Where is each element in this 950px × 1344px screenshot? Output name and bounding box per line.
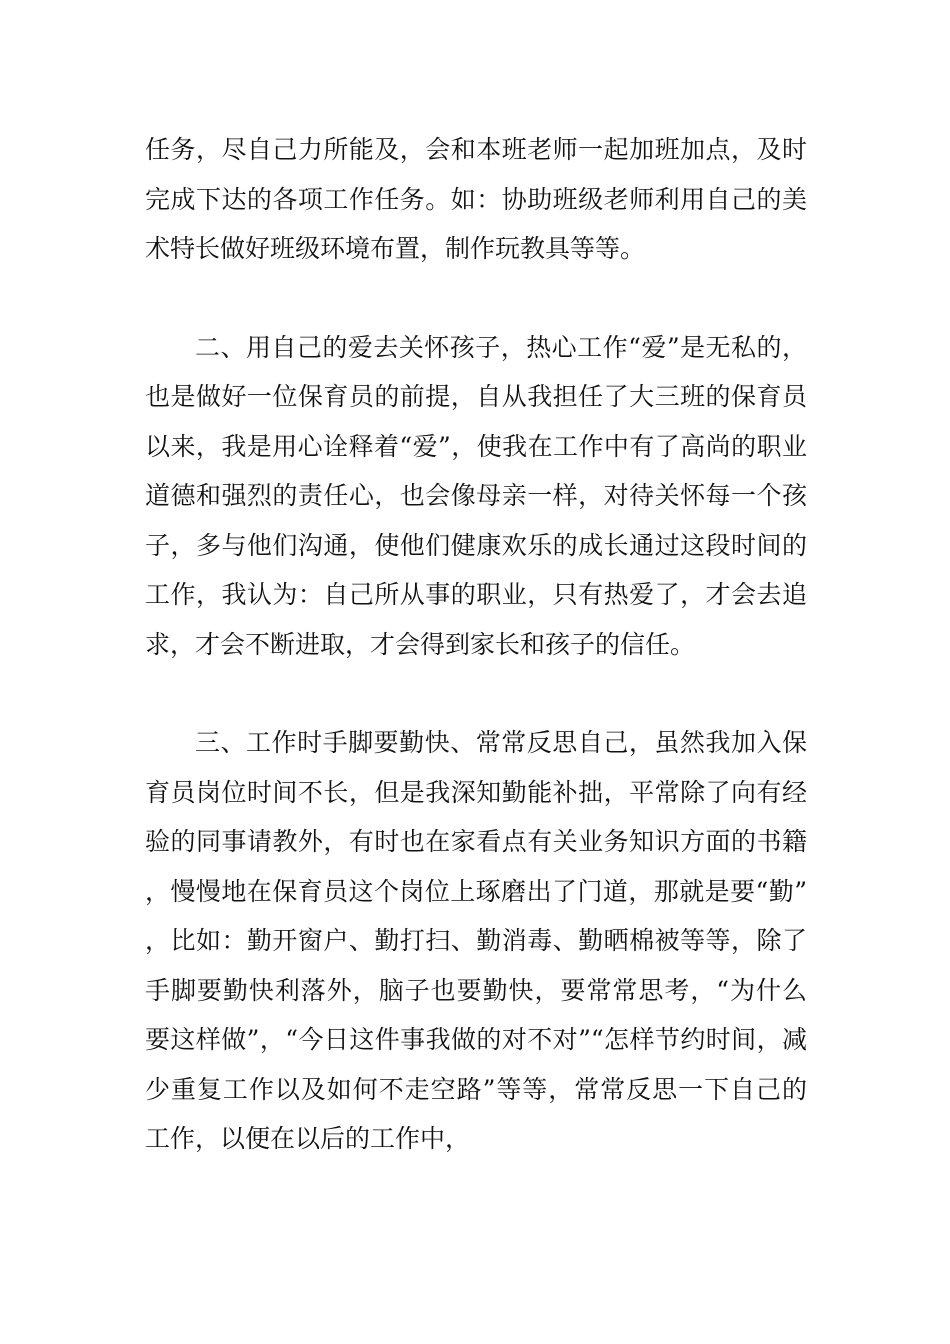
- document-body: [145, 125, 807, 1164]
- paragraph-section-two: 二、用自己的爱去关怀孩子，热心工作“爱”是无私的，也是做好一位保育员的前提，自从我担任了大三班的保育员以来，我是用心诠释着“爱”，使我在工作中有了高尚的职业道德和强烈的责任心，也会像母亲一样，对待关怀每一个孩子，多与他们沟通，使他们健康欢乐的成长通过这段时间的工作，我认为：自己所从事的职业，只有热爱了，才会去追求，才会不断进取，才会得到家长和孩子的信任。: [145, 332, 807, 659]
- paragraph-section-three: 三、工作时手脚要勤快、常常反思自己，虽然我加入保育员岗位时间不长，但是我深知勤能补拙，平常除了向有经验的同事请教外，有时也在家看点有关业务知识方面的书籍，慢慢地在保育员这个岗位上琢磨出了门道，那就是要“勤”，比如：勤开窗户、勤打扫、勤消毒、勤晒棉被等等，除了手脚要勤快利落外，脑子也要勤快，要常常思考，“为什么要这样做”，“今日这件事我做的对不对”“怎样节约时间，减少重复工作以及如何不走空路”等等，常常反思一下自己的工作，以便在以后的工作中，: [145, 728, 807, 1153]
- paragraph-continuation: 任务，尽自己力所能及，会和本班老师一起加班加点，及时完成下达的各项工作任务。如：协助班级老师利用自己的美术特长做好班级环境布置，制作玩教具等等。: [145, 135, 807, 263]
